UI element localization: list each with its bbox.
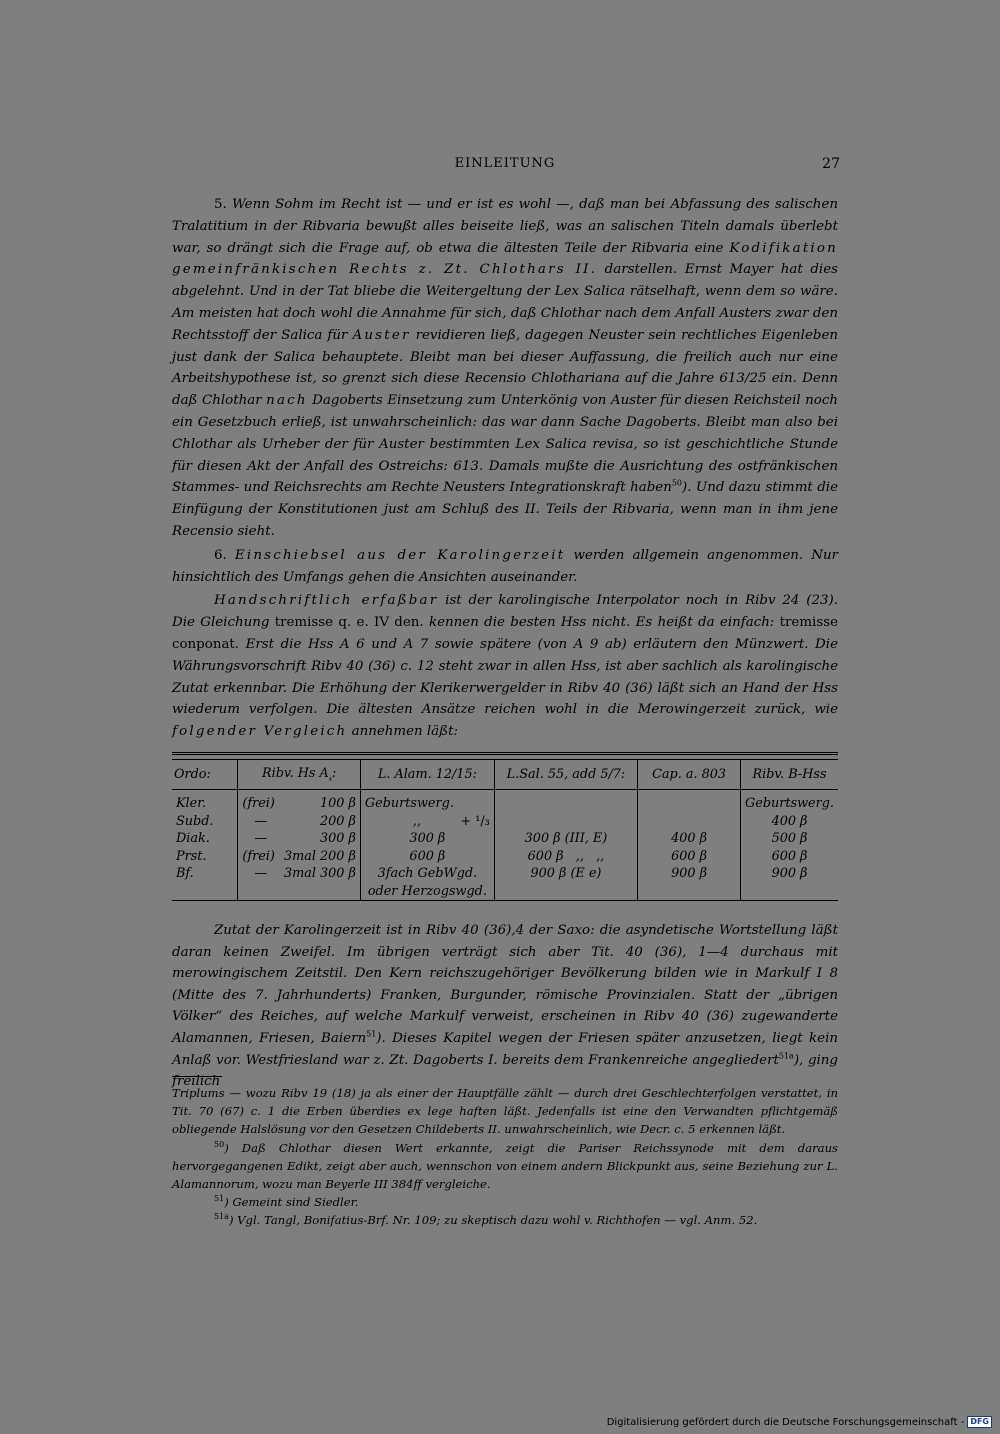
col-ordo: Ordo: (172, 760, 238, 790)
dfg-credit-text: Digitalisierung gefördert durch die Deutsche Forschungsgemeinschaft - (606, 1416, 965, 1428)
footnote-ref-50[interactable]: 50 (671, 478, 683, 488)
wergeld-comparison-table (172, 752, 838, 901)
dfg-logo[interactable]: DFG (967, 1416, 992, 1428)
col-l-alam: L. Alam. 12/15: (360, 760, 494, 790)
footnote-51: $^{51}$) Gemeint sind Siedler. (214, 1194, 359, 1210)
footnote-continued: Triplums — wozu Ribv 19 (18) ja als einer der Hauptfälle zählt — durch drei Geschlechterfolgen verstattet, in Tit. 70 (67) c. 1 die Erben überdies ex lege haften läßt. Jedenfalls ist eine den Verwandten pflichtgemäß obliegende Halslösung vor den Gesetzen Childeberts II. unwahrscheinlich, wie Decr. c. 5 erkennen läßt. (172, 1086, 838, 1137)
table-row: Subd. — 200 β ,, + ¹/₃ 400 β (172, 813, 838, 831)
col-cap: Cap. a. 803 (638, 760, 741, 790)
table-row: Diak. — 300 β 300 β 300 β (III, E) 400 β 500 β (172, 830, 838, 848)
footnote-rule (172, 1076, 222, 1077)
footnote-ref-51[interactable]: 51 (366, 1029, 377, 1039)
footnotes (172, 1084, 838, 1230)
paragraph-6: 6. Einschiebsel aus der Karolingerzeit werden allgemein angenommen. Nur hinsichtlich des Umfangs gehen die Ansichten auseinander. (172, 547, 838, 585)
page-number: 27 (822, 156, 840, 172)
paragraph-5: 5. Wenn Sohm im Recht ist — und er ist es wohl —, daß man bei Abfassung des salischen Tralatitium in der Ribvaria bewußt alles beiseite ließ, was an salischen Titeln damals überlebt war, so drängt sich die Frage auf, ob etwa die ältesten Teile der Ribvaria eine Kodifikation gemeinfränkischen Rechts z. Zt. Chlothars II. darstellen. Ernst Mayer hat dies abgelehnt. Und in der Tat bliebe die Weitergeltung der Lex Salica rätselhaft, wenn dem so wäre. Am meisten hat doch wohl die Annahme für sich, daß Chlothar nach dem Anfall Austers zwar den Rechtsstoff der Salica für Auster revidieren ließ, dagegen Neuster sein rechtliches Eigenleben just dank der Salica behauptete. Bleibt man bei dieser Auffassung, die freilich auch nur eine Arbeitshypothese ist, so grenzt sich diese Recensio Chlothariana auf die Jahre 613/25 ein. Denn daß Chlothar nach Dagoberts Einsetzung zum Unterkönig von Auster für diesen Reichsteil noch ein Gesetzbuch erließ, ist unwahrscheinlich: das war dann Sache Dagoberts. Bleibt man also bei Chlothar als Urheber der für Auster bestimmten Lex Salica revisa, so ist geschichtliche Stunde für diesen Akt der Anfall des Ostreichs: 613. Damals mußte die Ausrichtung des ostfränkischen Stammes- und Reichsrechts am Rechte Neusters Integrationskraft haben$^{50}$). Und dazu stimmt die Einfügung der Konstitutionen just am Schluß des II. Teils der Ribvaria, wenn man in ihm jene Recensio sieht. (172, 197, 839, 539)
col-l-sal: L.Sal. 55, add 5/7: (494, 760, 637, 790)
table-row: Prst. (frei) 3mal 200 β 600 β 600 β ,, ,, 600 β 600 β (172, 848, 838, 866)
table-row: Bf. — 3mal 300 β 3fach GebWgd. oder Herzogswgd. 900 β (E e) 900 β 900 β (172, 865, 838, 901)
col-ribv-a4: Ribv. Hs $A_{_4}$: (238, 760, 361, 790)
paragraph-8: Zutat der Karolingerzeit ist in Ribv 40 (36),4 der Saxo: die asyndetische Wortstellung läßt daran keinen Zweifel. Im übrigen verträgt sich aber Tit. 40 (36), 1—4 durchaus mit merowingischem Zeitstil. Den Kern reichszugehöriger Bevölkerung bilden wie in Markulf I 8 (Mitte des 7. Jahrhunderts) Franken, Burgunder, römische Provinzialen. Statt der „übrigen Völker“ des Reiches, auf welche Markulf verweist, erscheinen in Ribv 40 (36) zugewanderte Alamannen, Friesen, Baiern$^{51}$). Dieses Kapitel wegen der Friesen später anzusetzen, liegt kein Anlaß vor. Westfriesland war z. Zt. Dagoberts I. bereits dem Frankenreiche angegliedert$^{51a}$), ging freilich (172, 923, 838, 1090)
table-header-row (172, 760, 838, 790)
paragraph-7: Handschriftlich erfaßbar ist der karolingische Interpolator noch in Ribv 24 (23). Die Gleichung tremisse q. e. IV den. kennen die besten Hss nicht. Es heißt da einfach: tremisse conponat. Erst die Hss A 6 und A 7 sowie spätere (von A 9 ab) erläutern den Münzwert. Die Währungsvorschrift Ribv 40 (36) c. 12 steht zwar in allen Hss, ist aber sachlich als karolingische Zutat erkennbar. Die Erhöhung der Klerikerwergelder in Ribv 40 (36) läßt sich an Hand der Hss wiederum verfolgen. Die ältesten Ansätze reichen wohl in die Merowingerzeit zurück, wie folgender Vergleich annehmen läßt: (172, 593, 838, 740)
running-title: EINLEITUNG (454, 156, 556, 171)
main-text (172, 194, 838, 745)
dfg-credit (607, 1416, 992, 1428)
main-text-continued (172, 920, 838, 1093)
footnote-ref-51a[interactable]: 51a (778, 1051, 794, 1061)
table-top-rule (172, 752, 838, 759)
table-row: Kler. (frei) 100 β Geburtswerg. Geburtswerg. (172, 795, 838, 813)
footnote-50: $^{50}$) Daß Chlothar diesen Wert erkannte, zeigt die Pariser Reichssynode mit dem daraus hervorgegangenen Edikt, zeigt aber auch, wennschon von einem andern Blickpunkt aus, seine Beziehung zur L. Alamannorum, wozu man Beyerle III 384ff vergleiche. (172, 1139, 838, 1192)
footnote-51a: $^{51a}$) Vgl. Tangl, Bonifatius-Brf. Nr. 109; zu skeptisch dazu wohl v. Richthofen — vgl. Anm. 52. (214, 1212, 758, 1228)
col-ribv-b: Ribv. B-Hss (741, 760, 838, 790)
page-header (170, 156, 840, 176)
